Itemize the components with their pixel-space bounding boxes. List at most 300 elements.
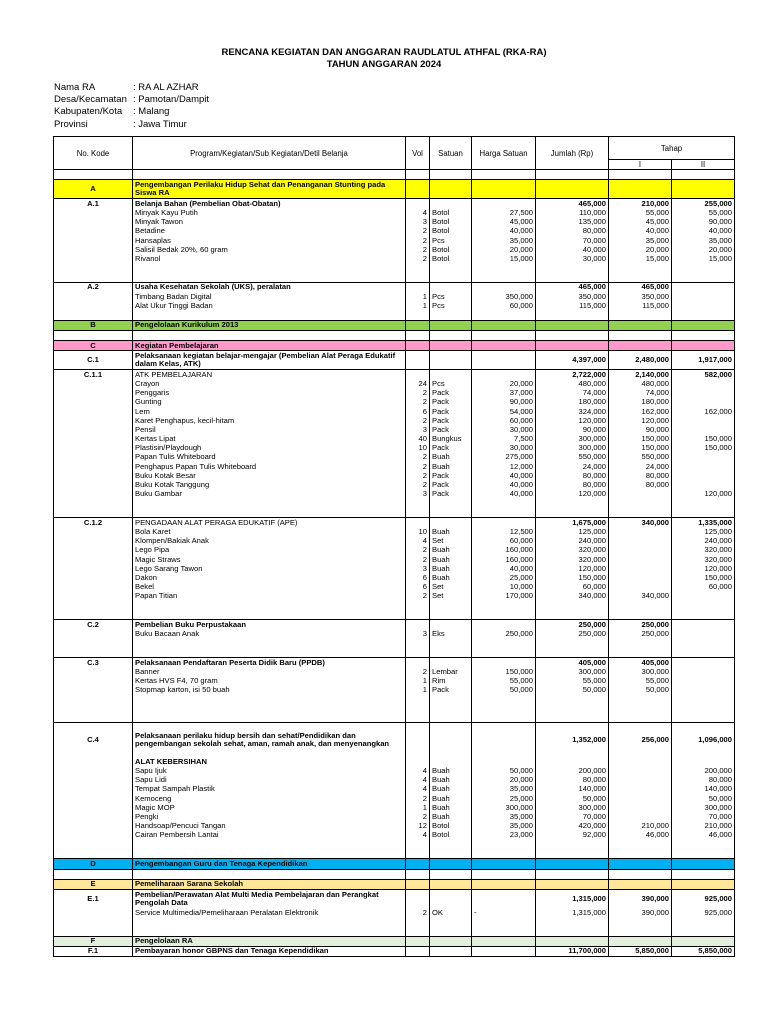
cell-kode: F.1	[54, 946, 133, 956]
table-row	[54, 407, 735, 416]
cell-description: Pelaksanaan kegiatan belajar-mengajar (Pembelian Alat Peraga Edukatif dalam Kelas, ATK)	[133, 351, 406, 370]
cell-jumlah	[536, 859, 609, 869]
cell-kode	[54, 379, 133, 388]
cell-kode: C.4	[54, 723, 133, 758]
cell-harga-satuan	[472, 518, 536, 528]
cell-tahap-2	[672, 416, 735, 425]
cell-harga-satuan	[472, 849, 536, 859]
cell-satuan	[430, 917, 472, 926]
cell-kode	[54, 227, 133, 236]
cell-jumlah: 320,000	[536, 555, 609, 564]
cell-tahap-1: 162,000	[609, 407, 672, 416]
cell-tahap-1: 115,000	[609, 301, 672, 310]
cell-tahap-2	[672, 508, 735, 518]
cell-tahap-2	[672, 629, 735, 638]
cell-vol	[406, 639, 430, 648]
cell-satuan: Pack	[430, 490, 472, 499]
cell-vol	[406, 917, 430, 926]
cell-jumlah	[536, 936, 609, 946]
cell-satuan	[430, 310, 472, 320]
cell-vol: 2	[406, 667, 430, 676]
cell-satuan: Buah	[430, 527, 472, 536]
cell-description: Lego Sarang Tawon	[133, 564, 406, 573]
cell-tahap-2	[672, 389, 735, 398]
table-row	[54, 785, 735, 794]
cell-jumlah: 120,000	[536, 564, 609, 573]
cell-description	[133, 264, 406, 273]
cell-tahap-1: 180,000	[609, 398, 672, 407]
cell-kode	[54, 917, 133, 926]
cell-harga-satuan: 50,000	[472, 767, 536, 776]
cell-description	[133, 170, 406, 180]
cell-description: Hansaplas	[133, 236, 406, 245]
cell-jumlah: 80,000	[536, 471, 609, 480]
cell-harga-satuan: 20,000	[472, 379, 536, 388]
cell-jumlah: 140,000	[536, 785, 609, 794]
cell-description: Stopmap karton, isi 50 buah	[133, 686, 406, 695]
cell-satuan: Pack	[430, 398, 472, 407]
cell-jumlah	[536, 330, 609, 340]
cell-satuan	[430, 499, 472, 508]
cell-satuan: Botol	[430, 208, 472, 217]
cell-jumlah: 60,000	[536, 583, 609, 592]
cell-kode	[54, 218, 133, 227]
cell-description: Crayon	[133, 379, 406, 388]
cell-description: Pelaksanaan Pendaftaran Peserta Didik Baru (PPDB)	[133, 658, 406, 668]
cell-tahap-2	[672, 499, 735, 508]
cell-harga-satuan: 40,000	[472, 490, 536, 499]
cell-tahap-1: 120,000	[609, 416, 672, 425]
cell-tahap-2	[672, 292, 735, 301]
cell-description: Magic MOP	[133, 803, 406, 812]
cell-tahap-2: 46,000	[672, 831, 735, 840]
table-row	[54, 170, 735, 180]
cell-vol	[406, 601, 430, 610]
cell-harga-satuan	[472, 199, 536, 209]
table-row	[54, 546, 735, 555]
cell-tahap-1: 250,000	[609, 629, 672, 638]
cell-tahap-1	[609, 879, 672, 889]
cell-kode	[54, 573, 133, 582]
cell-harga-satuan: 30,000	[472, 425, 536, 434]
cell-jumlah	[536, 695, 609, 704]
cell-vol: 4	[406, 767, 430, 776]
cell-vol	[406, 879, 430, 889]
table-row	[54, 926, 735, 936]
cell-tahap-1	[609, 869, 672, 879]
cell-kode: E.1	[54, 889, 133, 908]
cell-tahap-2: 20,000	[672, 245, 735, 254]
table-row	[54, 398, 735, 407]
cell-kode	[54, 676, 133, 685]
cell-satuan: Eks	[430, 629, 472, 638]
cell-tahap-1	[609, 713, 672, 723]
cell-satuan: Pack	[430, 686, 472, 695]
cell-description: Buku Gambar	[133, 490, 406, 499]
table-row	[54, 471, 735, 480]
cell-harga-satuan	[472, 180, 536, 199]
cell-kode	[54, 425, 133, 434]
cell-tahap-2: 90,000	[672, 218, 735, 227]
cell-satuan	[430, 859, 472, 869]
cell-jumlah: 120,000	[536, 490, 609, 499]
cell-description: Pembelian/Perawatan Alat Multi Media Pembelajaran dan Perangkat Pengolah Data	[133, 889, 406, 908]
cell-vol	[406, 723, 430, 758]
cell-harga-satuan	[472, 695, 536, 704]
table-row	[54, 648, 735, 658]
cell-description: Timbang Badan Digital	[133, 292, 406, 301]
cell-tahap-1	[609, 859, 672, 869]
cell-kode	[54, 389, 133, 398]
cell-tahap-1: 74,000	[609, 389, 672, 398]
cell-description: Cairan Pembersih Lantai	[133, 831, 406, 840]
cell-harga-satuan: 300,000	[472, 803, 536, 812]
cell-harga-satuan	[472, 889, 536, 908]
cell-kode	[54, 546, 133, 555]
cell-satuan: Lembar	[430, 667, 472, 676]
cell-description: Pensil	[133, 425, 406, 434]
table-row	[54, 180, 735, 199]
cell-harga-satuan	[472, 917, 536, 926]
table-row	[54, 695, 735, 704]
cell-description: Klompen/Bakiak Anak	[133, 537, 406, 546]
cell-harga-satuan: 10,000	[472, 583, 536, 592]
cell-jumlah	[536, 601, 609, 610]
info-value: : Malang	[133, 106, 170, 118]
cell-tahap-2: 200,000	[672, 767, 735, 776]
cell-kode	[54, 803, 133, 812]
table-row	[54, 462, 735, 471]
cell-harga-satuan	[472, 620, 536, 630]
cell-jumlah: 200,000	[536, 767, 609, 776]
cell-satuan: Buah	[430, 555, 472, 564]
cell-vol	[406, 859, 430, 869]
cell-tahap-1: 46,000	[609, 831, 672, 840]
cell-satuan: Buah	[430, 767, 472, 776]
cell-satuan: Botol	[430, 831, 472, 840]
cell-tahap-2: 50,000	[672, 794, 735, 803]
cell-vol: 2	[406, 227, 430, 236]
cell-satuan	[430, 648, 472, 658]
cell-tahap-1	[609, 917, 672, 926]
cell-tahap-1	[609, 490, 672, 499]
cell-jumlah: 420,000	[536, 822, 609, 831]
cell-jumlah	[536, 180, 609, 199]
table-row	[54, 840, 735, 849]
cell-satuan	[430, 840, 472, 849]
cell-satuan: Pack	[430, 425, 472, 434]
cell-harga-satuan: 7,500	[472, 435, 536, 444]
cell-vol	[406, 199, 430, 209]
cell-tahap-2: 162,000	[672, 407, 735, 416]
table-row	[54, 227, 735, 236]
cell-jumlah: 70,000	[536, 812, 609, 821]
cell-vol: 1	[406, 676, 430, 685]
info-key: Kabupaten/Kota	[54, 106, 123, 118]
cell-vol	[406, 518, 430, 528]
cell-harga-satuan	[472, 946, 536, 956]
cell-tahap-2	[672, 310, 735, 320]
cell-harga-satuan: 30,000	[472, 444, 536, 453]
cell-tahap-2: 55,000	[672, 208, 735, 217]
cell-jumlah	[536, 508, 609, 518]
info-row-kabupaten	[54, 106, 209, 118]
cell-satuan: Pack	[430, 407, 472, 416]
cell-satuan	[430, 601, 472, 610]
cell-vol: 6	[406, 407, 430, 416]
header-jumlah: Jumlah (Rp)	[536, 137, 609, 170]
cell-vol: 2	[406, 555, 430, 564]
cell-tahap-2: 15,000	[672, 254, 735, 263]
cell-satuan: Botol	[430, 227, 472, 236]
cell-satuan: Pack	[430, 471, 472, 480]
table-row	[54, 330, 735, 340]
cell-jumlah	[536, 849, 609, 859]
cell-tahap-2	[672, 398, 735, 407]
cell-tahap-1	[609, 639, 672, 648]
cell-kode: C.2	[54, 620, 133, 630]
table-row	[54, 292, 735, 301]
header-vol: Vol	[406, 137, 430, 170]
cell-tahap-2: 35,000	[672, 236, 735, 245]
table-row	[54, 379, 735, 388]
cell-vol: 4	[406, 776, 430, 785]
cell-harga-satuan: 40,000	[472, 227, 536, 236]
cell-harga-satuan: 45,000	[472, 218, 536, 227]
cell-satuan	[430, 926, 472, 936]
cell-kode	[54, 704, 133, 713]
cell-harga-satuan	[472, 879, 536, 889]
cell-tahap-2	[672, 471, 735, 480]
cell-satuan: Pcs	[430, 292, 472, 301]
cell-jumlah: 465,000	[536, 282, 609, 292]
cell-satuan: Buah	[430, 546, 472, 555]
cell-kode: C.3	[54, 658, 133, 668]
table-row	[54, 301, 735, 310]
cell-description: Pengembangan Perilaku Hidup Sehat dan Penanganan Stunting pada Siswa RA	[133, 180, 406, 199]
table-row	[54, 508, 735, 518]
cell-vol: 1	[406, 686, 430, 695]
cell-kode: F	[54, 936, 133, 946]
table-row	[54, 264, 735, 273]
cell-description	[133, 704, 406, 713]
cell-tahap-2: 150,000	[672, 435, 735, 444]
cell-vol	[406, 889, 430, 908]
cell-description	[133, 499, 406, 508]
cell-harga-satuan	[472, 282, 536, 292]
table-row	[54, 869, 735, 879]
cell-kode	[54, 767, 133, 776]
cell-kode	[54, 398, 133, 407]
cell-tahap-1	[609, 508, 672, 518]
cell-vol: 3	[406, 564, 430, 573]
cell-description: Banner	[133, 667, 406, 676]
cell-vol: 2	[406, 592, 430, 601]
cell-harga-satuan: 60,000	[472, 537, 536, 546]
cell-description: Magic Straws	[133, 555, 406, 564]
cell-kode: C.1.2	[54, 518, 133, 528]
cell-tahap-2: 1,335,000	[672, 518, 735, 528]
cell-harga-satuan	[472, 648, 536, 658]
table-body	[54, 170, 735, 957]
cell-tahap-2	[672, 704, 735, 713]
table-row	[54, 199, 735, 209]
cell-jumlah: 180,000	[536, 398, 609, 407]
cell-vol: 1	[406, 803, 430, 812]
table-header	[54, 137, 735, 170]
cell-satuan	[430, 320, 472, 330]
table-row	[54, 564, 735, 573]
cell-harga-satuan: 40,000	[472, 564, 536, 573]
cell-kode	[54, 686, 133, 695]
cell-tahap-2	[672, 859, 735, 869]
cell-description: Belanja Bahan (Pembelian Obat-Obatan)	[133, 199, 406, 209]
cell-description: Penggaris	[133, 389, 406, 398]
cell-jumlah: 120,000	[536, 416, 609, 425]
cell-jumlah	[536, 341, 609, 351]
cell-tahap-1: 35,000	[609, 236, 672, 245]
cell-tahap-2: 70,000	[672, 812, 735, 821]
cell-vol	[406, 658, 430, 668]
cell-tahap-1	[609, 926, 672, 936]
cell-tahap-2: 925,000	[672, 908, 735, 917]
cell-harga-satuan	[472, 170, 536, 180]
cell-tahap-1	[609, 794, 672, 803]
cell-kode	[54, 812, 133, 821]
cell-tahap-1	[609, 330, 672, 340]
cell-harga-satuan: 160,000	[472, 555, 536, 564]
cell-jumlah: 550,000	[536, 453, 609, 462]
cell-tahap-1	[609, 555, 672, 564]
cell-tahap-2	[672, 879, 735, 889]
cell-kode: B	[54, 320, 133, 330]
cell-vol	[406, 648, 430, 658]
cell-kode	[54, 785, 133, 794]
cell-kode	[54, 292, 133, 301]
table-row	[54, 767, 735, 776]
cell-kode	[54, 822, 133, 831]
cell-harga-satuan	[472, 264, 536, 273]
header-harga: Harga Satuan	[472, 137, 536, 170]
cell-harga-satuan	[472, 936, 536, 946]
cell-description: Lego Pipa	[133, 546, 406, 555]
cell-tahap-2	[672, 648, 735, 658]
cell-vol: 2	[406, 398, 430, 407]
cell-tahap-2: 120,000	[672, 490, 735, 499]
cell-vol	[406, 341, 430, 351]
table-row	[54, 639, 735, 648]
cell-tahap-1: 2,480,000	[609, 351, 672, 370]
cell-harga-satuan: 54,000	[472, 407, 536, 416]
cell-vol: 2	[406, 794, 430, 803]
cell-jumlah	[536, 879, 609, 889]
cell-kode	[54, 273, 133, 283]
cell-vol	[406, 264, 430, 273]
cell-vol: 24	[406, 379, 430, 388]
cell-satuan: Pcs	[430, 379, 472, 388]
cell-satuan	[430, 620, 472, 630]
cell-satuan	[430, 946, 472, 956]
cell-tahap-2	[672, 757, 735, 766]
cell-harga-satuan: 60,000	[472, 301, 536, 310]
cell-jumlah: 110,000	[536, 208, 609, 217]
cell-harga-satuan: 12,000	[472, 462, 536, 471]
cell-satuan	[430, 264, 472, 273]
cell-satuan	[430, 341, 472, 351]
header-tahap: Tahap	[609, 137, 735, 160]
cell-kode	[54, 490, 133, 499]
cell-kode	[54, 208, 133, 217]
cell-jumlah: 74,000	[536, 389, 609, 398]
cell-satuan: Buah	[430, 776, 472, 785]
cell-harga-satuan	[472, 610, 536, 620]
cell-jumlah	[536, 639, 609, 648]
cell-tahap-1: 405,000	[609, 658, 672, 668]
cell-kode	[54, 480, 133, 489]
table-row	[54, 667, 735, 676]
cell-description	[133, 610, 406, 620]
cell-tahap-2	[672, 341, 735, 351]
cell-tahap-2	[672, 840, 735, 849]
cell-tahap-1	[609, 767, 672, 776]
cell-tahap-1: 550,000	[609, 453, 672, 462]
cell-tahap-2	[672, 686, 735, 695]
table-row	[54, 351, 735, 370]
cell-jumlah	[536, 610, 609, 620]
cell-jumlah: 405,000	[536, 658, 609, 668]
cell-tahap-2: 1,096,000	[672, 723, 735, 758]
cell-description: Pelaksanaan perilaku hidup bersih dan sehat/Pendidikan dan pengembangan sekolah sehat, aman, ramah anak, dan menyenangkan	[133, 723, 406, 758]
cell-tahap-2	[672, 676, 735, 685]
cell-description: Pengembangan Guru dan Tenaga Kependidikan	[133, 859, 406, 869]
cell-description: Minyak Kayu Putih	[133, 208, 406, 217]
cell-tahap-2	[672, 379, 735, 388]
cell-vol	[406, 508, 430, 518]
table-row	[54, 490, 735, 499]
cell-satuan: OK	[430, 908, 472, 917]
cell-kode	[54, 508, 133, 518]
cell-tahap-2: 40,000	[672, 227, 735, 236]
cell-tahap-2: 925,000	[672, 889, 735, 908]
cell-kode	[54, 776, 133, 785]
cell-satuan	[430, 695, 472, 704]
cell-satuan: Rim	[430, 676, 472, 685]
cell-tahap-1: 150,000	[609, 444, 672, 453]
cell-vol: 6	[406, 583, 430, 592]
cell-vol	[406, 370, 430, 380]
cell-tahap-1	[609, 648, 672, 658]
cell-description	[133, 648, 406, 658]
cell-vol: 4	[406, 537, 430, 546]
cell-jumlah	[536, 840, 609, 849]
cell-tahap-2: 150,000	[672, 573, 735, 582]
cell-tahap-1: 80,000	[609, 471, 672, 480]
header-program: Program/Kegiatan/Sub Kegiatan/Detil Belanja	[133, 137, 406, 170]
cell-tahap-2: 240,000	[672, 537, 735, 546]
header-kode: No. Kode	[54, 137, 133, 170]
cell-kode	[54, 170, 133, 180]
cell-vol: 3	[406, 629, 430, 638]
cell-jumlah: 465,000	[536, 199, 609, 209]
cell-jumlah: 1,315,000	[536, 889, 609, 908]
cell-tahap-2	[672, 601, 735, 610]
cell-description: Kegiatan Pembelajaran	[133, 341, 406, 351]
cell-description: Tempat Sampah Plastik	[133, 785, 406, 794]
cell-satuan	[430, 869, 472, 879]
table-row	[54, 499, 735, 508]
cell-tahap-2: 320,000	[672, 546, 735, 555]
cell-harga-satuan: 35,000	[472, 785, 536, 794]
